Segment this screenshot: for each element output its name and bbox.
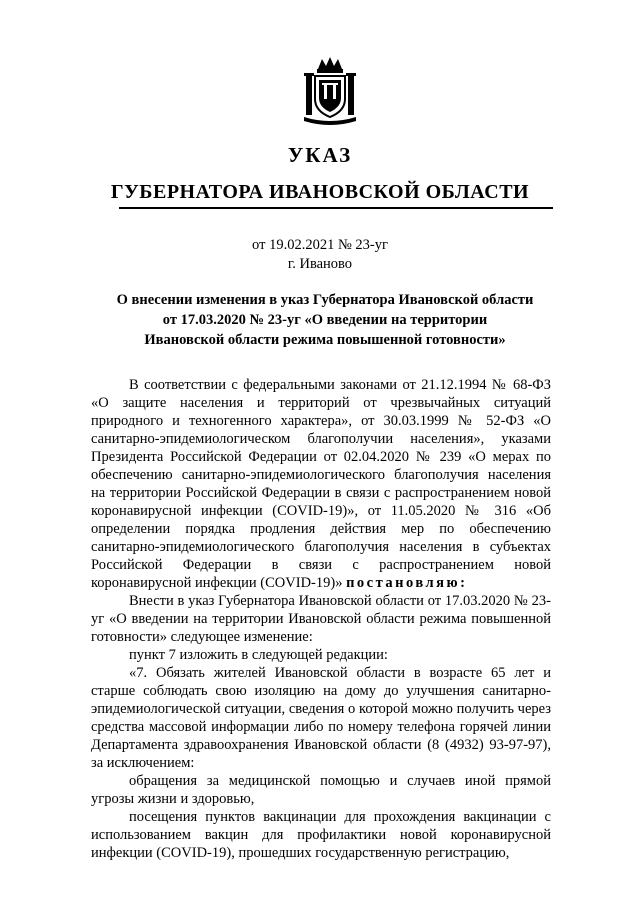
body-paragraph: обращения за медицинской помощью и случаев иной прямой угрозы жизни и здоровью, — [91, 773, 551, 807]
document-city: г. Иваново — [287, 256, 353, 272]
document-body — [91, 376, 551, 862]
document-title: УКАЗ — [287, 143, 353, 167]
title-underline — [119, 207, 553, 209]
subject-line: Ивановской области режима повышенной готовности» — [144, 332, 506, 348]
issuer-title: ГУБЕРНАТОРА ИВАНОВСКОЙ ОБЛАСТИ — [110, 181, 530, 203]
subject-line: от 17.03.2020 № 23-уг «О введении на территории — [162, 312, 488, 328]
document-subject — [90, 290, 560, 350]
coat-of-arms-icon — [300, 55, 360, 125]
preamble-paragraph — [91, 376, 551, 592]
subject-line: О внесении изменения в указ Губернатора Ивановской области — [116, 292, 534, 308]
preamble-text: В соответствии с федеральными законами от 21.12.1994 № 68-ФЗ «О защите населения и территорий от чрезвычайных ситуаций природного и техногенного характера», от 30.03.1999 № 52-ФЗ «О санитарно-эпидемиологическом благополучии населения», указами Президента Российской Федерации от 02.04.2020 № 239 «О мерах по обеспечению санитарно-эпидемиологического благополучия населения на территории Российской Федерации в связи с распространением новой коронавирусной инфекции (COVID-19)», от 11.05.2020 № 316 «Об определении порядка продления действия мер по обеспечению санитарно-эпидемиологического благополучия населения в субъектах Российской Федерации в связи с распространением новой коронавирусной инфекции (COVID-19)» — [91, 377, 551, 591]
body-paragraph: посещения пунктов вакцинации для прохождения вакцинации с использованием вакцин для профилактики новой коронавирусной инфекции (COVID-19), прошедших государственную регистрацию, — [91, 809, 551, 861]
body-paragraph: пункт 7 изложить в следующей редакции: — [129, 647, 388, 663]
document-date: от 19.02.2021 № 23-уг — [252, 237, 388, 253]
body-paragraph: «7. Обязать жителей Ивановской области в возрасте 65 лет и старше соблюдать свою изоляцию на дому до улучшения санитарно-эпидемиологической ситуации, сведения о которой можно получить через средства массовой информации либо по номеру телефона горячей линии Департамента здравоохранения Ивановской области (8 (4932) 93-97-97), за исключением: — [91, 665, 551, 771]
body-paragraph: Внести в указ Губернатора Ивановской области от 17.03.2020 № 23-уг «О введении на территории Ивановской области режима повышенной готовности» следующее изменение: — [91, 593, 551, 645]
decree-word: постановляю: — [346, 575, 468, 591]
